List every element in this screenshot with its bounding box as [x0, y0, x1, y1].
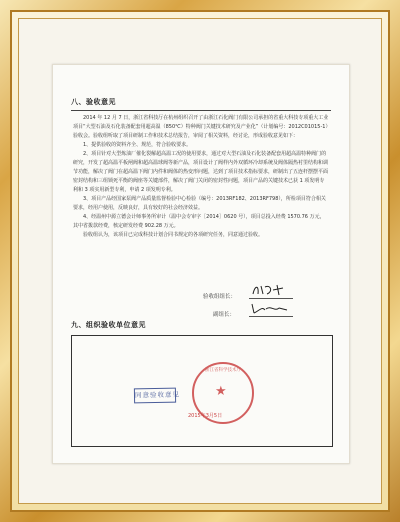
leader-label: 验收组组长： [203, 294, 237, 300]
leader-signature [249, 288, 293, 299]
paragraph-2: 2、项目针对大型炼油厂催化裂解超高温工况的使用要求，通过对大型石油及石化装备配套用超高温特种阀门的研究，开发了超高温平板闸阀和超高温球阀等新产品，项目设计了阀样内外双循环冷却系统及阀体隔热衬里结构和调节功能，解决了阀门在超高温下阀门内件和阀体的热变形问题，达到了项目技术指标要求，研制出了五连杆摆摆平面密封结构和三组锁死平衡的阀座等关键部件，解决了阀门关闭的密封性问题，项目产品的关键技术已获 1 项发明专利和 3 项实用新型专利，申请 2 项发明专利。 [73, 151, 329, 193]
handwritten-signature-leader [249, 282, 293, 298]
handwritten-signature-deputy [249, 300, 293, 316]
deputy-label: 副组长： [213, 312, 236, 318]
seal-date: 2015年3月5日 [188, 413, 223, 419]
section-8-top-rule [71, 110, 331, 111]
deputy-signature [249, 306, 293, 317]
paragraph-1: 1、提供验收的资料齐全、规范，符合验收要求。 [83, 142, 192, 148]
paragraph-3: 3、项目产品经国家泵阀产品质量监督检验中心检验（编号：2013RF182、2013RF798），所检项目符合相关要求，经用户使用，反映良好，具有较好的社会经济效益。 [73, 196, 326, 211]
star-icon: ★ [215, 384, 227, 399]
section-9-box [71, 335, 333, 447]
seal-text: 浙江省科学技术厅 [205, 368, 241, 373]
section-8-title: 八、验收意见 [71, 98, 116, 106]
paragraph-intro: 2014 年 12 月 7 日，浙江省科技厅在杭州组织召开了由浙江石化阀门有限公司承担的省重大科技专项重大工业项目“大型石油及石化装备配套用超高温（850℃）特种阀门关键技术研究及产业化”（计划编号：2012C01015-1）验收会。验收组听取了项目研制工作和技术总结报告，审阅了相关资料，经讨论，形成验收意见如下： [73, 115, 329, 139]
paragraph-4: 4、经温州中源立德会计师事务所审计（温中会专审字［2014］0620 号），项目总投入经费 1570.76 万元，其中省拨款经费，核定研发经费 902.28 万元。 [73, 214, 325, 229]
section-9-title: 九、组织验收单位意见 [71, 321, 146, 329]
approval-stamp: 同意验收意见 [134, 388, 176, 404]
acceptance-opinion-body [73, 114, 329, 240]
paragraph-conclusion: 验收组认为，该项目已完成科技计划合同书规定的各项研究任务，同意通过验收。 [83, 232, 264, 238]
certificate-document [52, 64, 350, 464]
